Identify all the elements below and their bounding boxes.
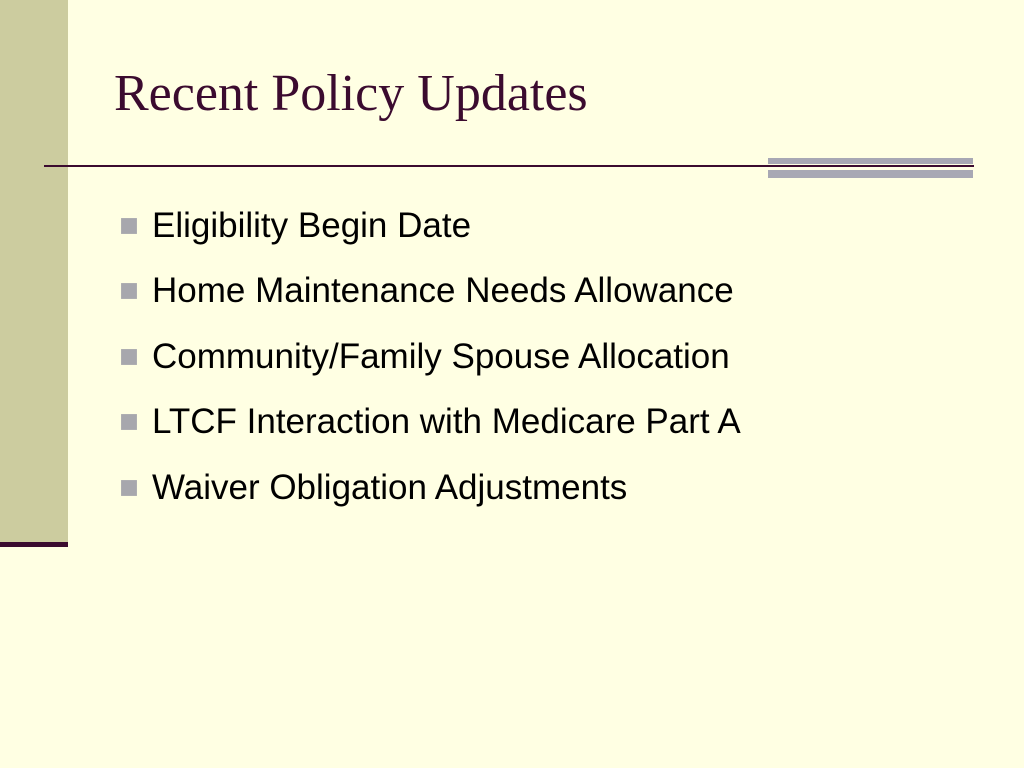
bullet-item xyxy=(118,390,741,456)
bullet-text: Home Maintenance Needs Allowance xyxy=(152,271,734,311)
square-bullet-icon xyxy=(121,480,137,496)
square-bullet-icon xyxy=(121,414,137,430)
bullet-item xyxy=(118,455,741,521)
square-bullet-icon xyxy=(121,218,137,234)
bullet-item xyxy=(118,193,741,259)
square-bullet-icon xyxy=(121,349,137,365)
left-band-rule xyxy=(0,542,68,547)
accent-bar-bottom xyxy=(768,170,973,178)
bullet-text: Waiver Obligation Adjustments xyxy=(152,467,628,507)
bullet-text: Eligibility Begin Date xyxy=(152,205,472,245)
left-decorative-band xyxy=(0,0,68,542)
bullet-item xyxy=(118,324,741,390)
slide-title: Recent Policy Updates xyxy=(114,65,588,122)
bullet-list xyxy=(118,193,741,521)
square-bullet-icon xyxy=(121,283,137,299)
accent-bar-top xyxy=(768,158,973,164)
bullet-item xyxy=(118,259,741,325)
bullet-text: LTCF Interaction with Medicare Part A xyxy=(152,402,741,442)
title-underline-rule xyxy=(44,165,974,167)
bullet-text: Community/Family Spouse Allocation xyxy=(152,336,730,376)
